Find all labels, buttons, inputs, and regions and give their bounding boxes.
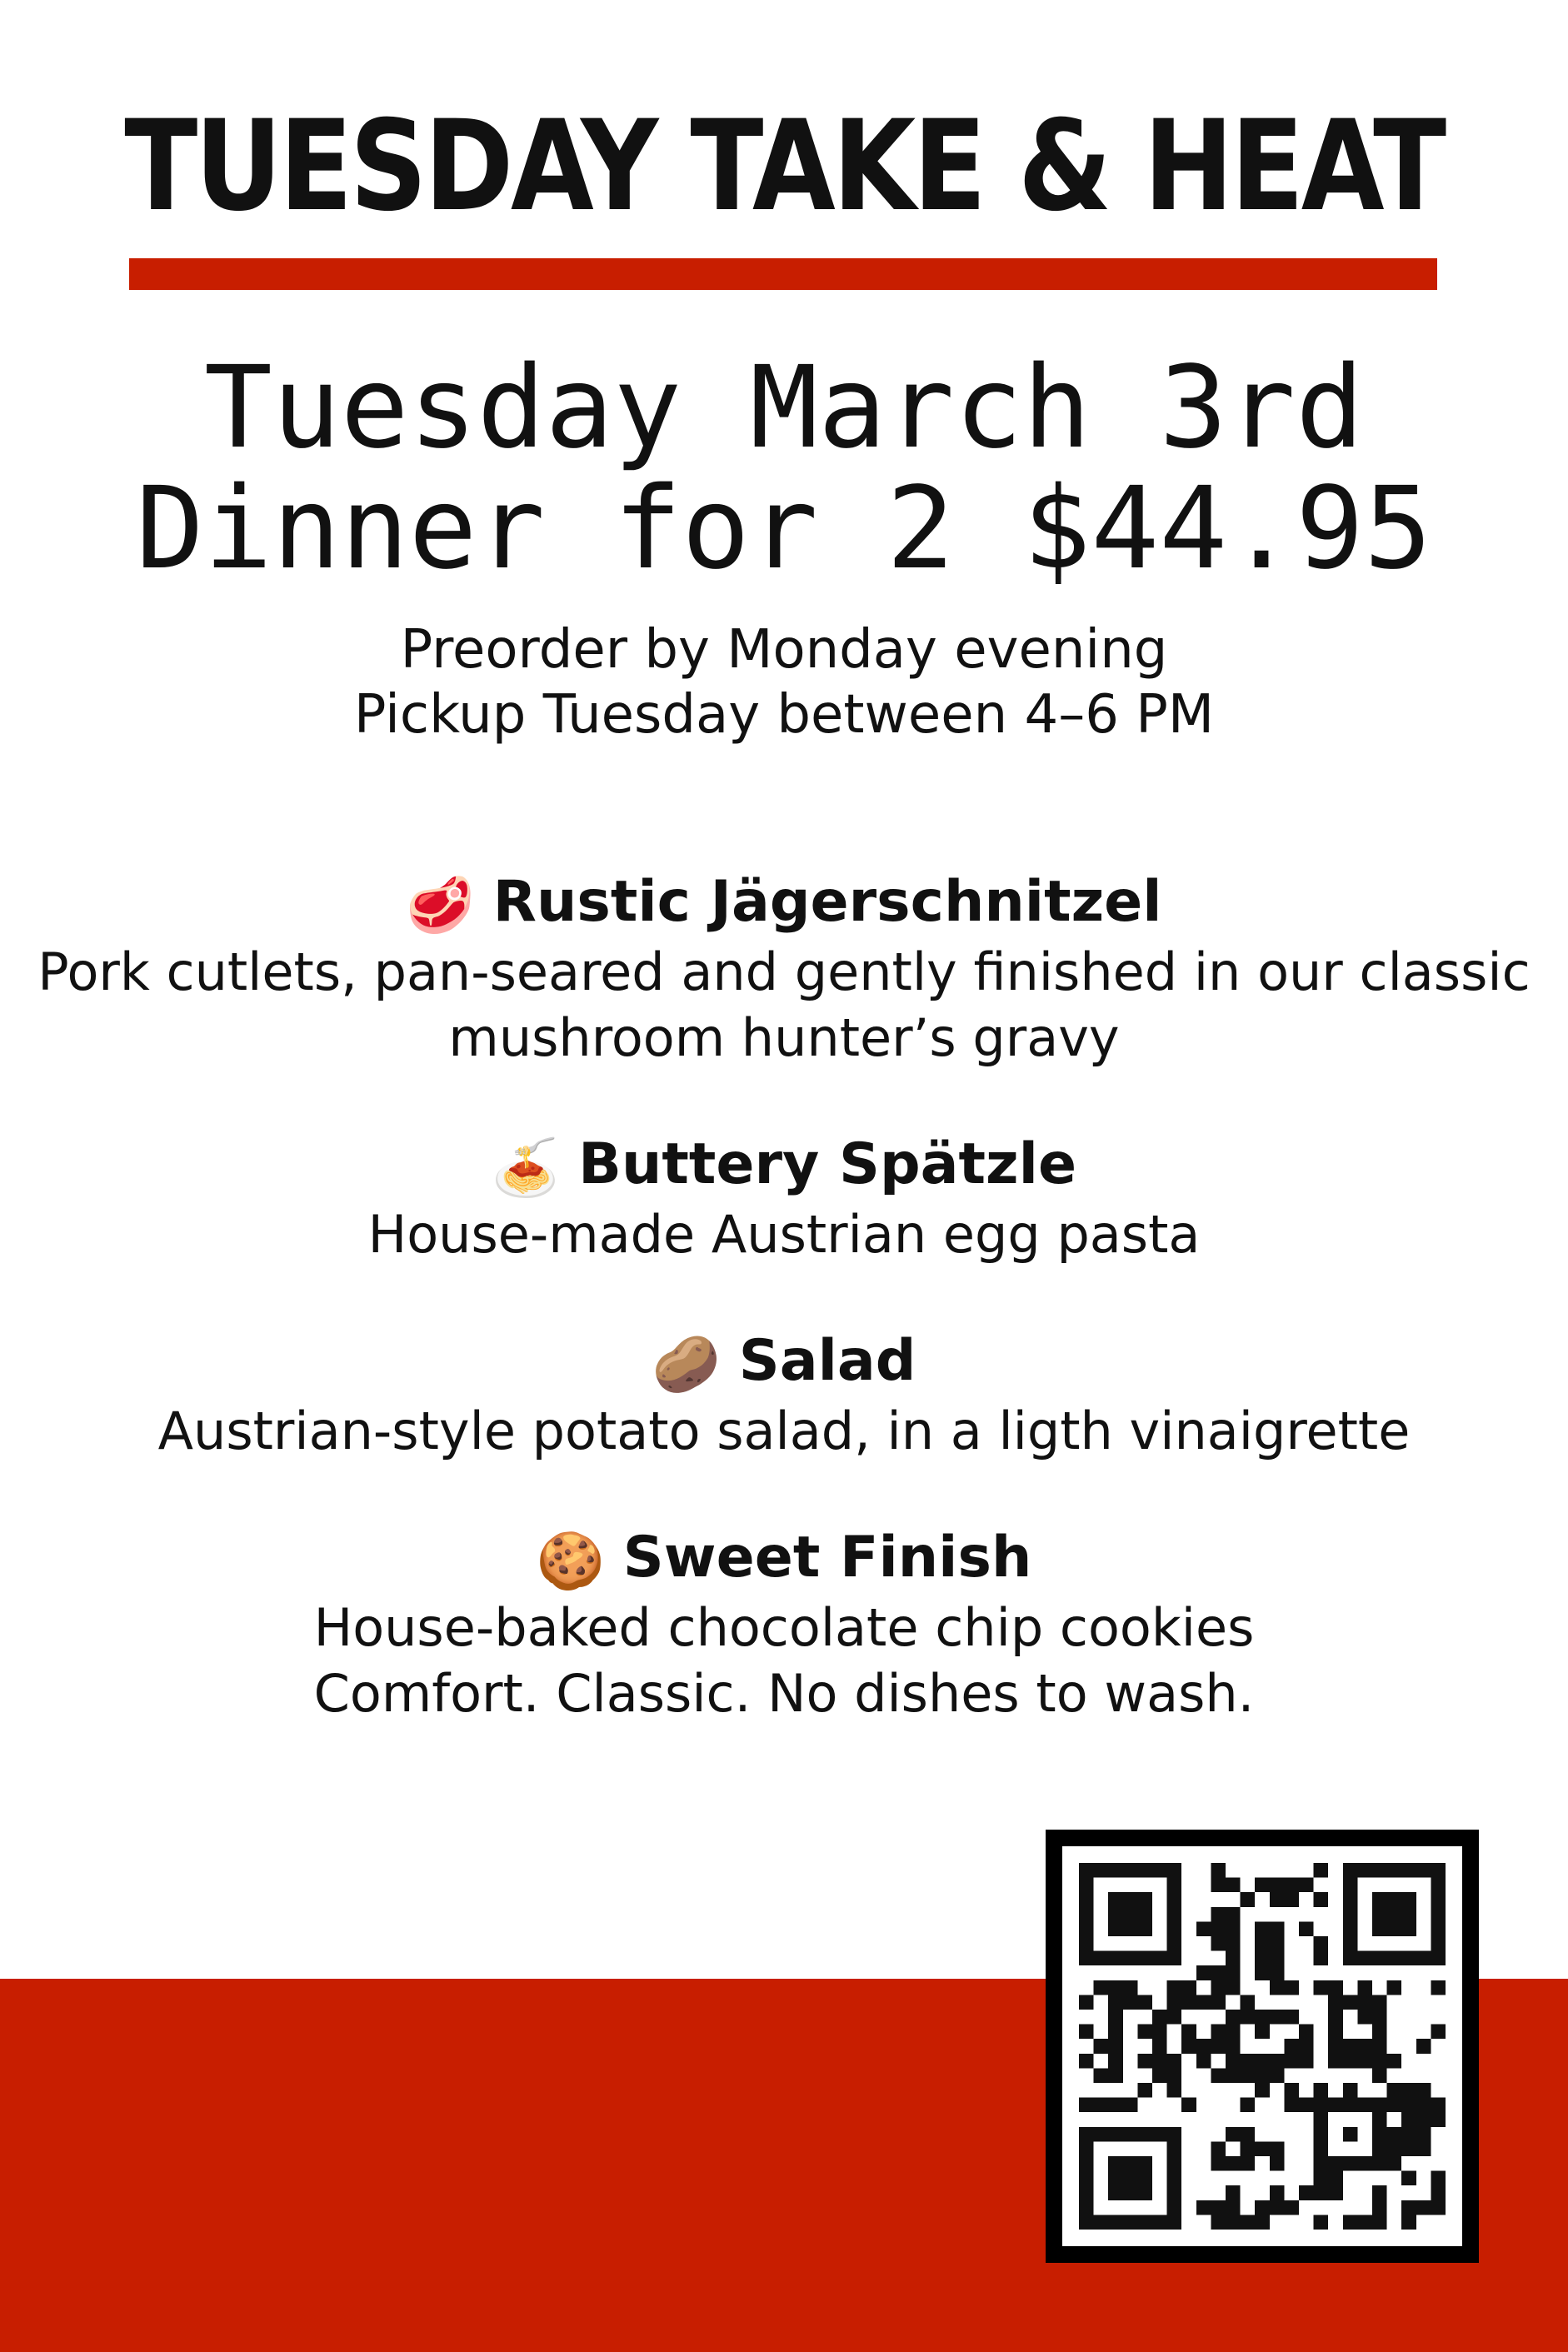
spaghetti-icon: 🍝 xyxy=(491,1136,561,1200)
menu-item-name: Salad xyxy=(738,1328,916,1394)
preorder-note: Preorder by Monday evening xyxy=(400,619,1168,681)
menu-item-description: House-baked chocolate chip cookies xyxy=(313,1597,1255,1658)
pickup-note: Pickup Tuesday between 4–6 PM xyxy=(353,684,1215,746)
qr-code-frame[interactable] xyxy=(1046,1830,1479,2263)
menu-item-description: House-made Austrian egg pasta xyxy=(367,1204,1201,1265)
meat-icon: 🥩 xyxy=(406,873,475,937)
offer-price: Dinner for 2 $44.95 xyxy=(136,463,1432,595)
menu-item-spatzle xyxy=(0,1131,1568,1267)
menu-item-title xyxy=(0,1328,1568,1398)
menu-item-salad xyxy=(0,1328,1568,1464)
menu-tagline: Comfort. Classic. No dishes to wash. xyxy=(313,1663,1255,1724)
title-underline xyxy=(129,258,1437,290)
cookie-icon: 🍪 xyxy=(536,1529,605,1593)
event-date: Tuesday March 3rd xyxy=(204,342,1364,474)
menu-item-jagerschnitzel xyxy=(0,869,1568,1071)
menu-item-name: Rustic Jägerschnitzel xyxy=(492,869,1162,935)
page-title: TUESDAY TAKE & HEAT xyxy=(124,94,1444,239)
menu-item-title xyxy=(0,869,1568,939)
menu-item-title xyxy=(0,1131,1568,1201)
menu-item-name: Buttery Spätzle xyxy=(578,1131,1077,1197)
menu-item-description: Pork cutlets, pan-seared and gently finished in our classic mushroom hunter’s gravy xyxy=(37,941,1531,1068)
menu-item-description: Austrian-style potato salad, in a ligth vinaigrette xyxy=(157,1401,1411,1461)
menu-item-title xyxy=(0,1525,1568,1595)
qr-code[interactable] xyxy=(1062,1846,1462,2246)
potato-icon: 🥔 xyxy=(652,1332,721,1396)
menu-item-sweet-finish xyxy=(0,1525,1568,1726)
qr-code-icon xyxy=(1079,1863,1446,2230)
menu-item-name: Sweet Finish xyxy=(622,1525,1032,1590)
